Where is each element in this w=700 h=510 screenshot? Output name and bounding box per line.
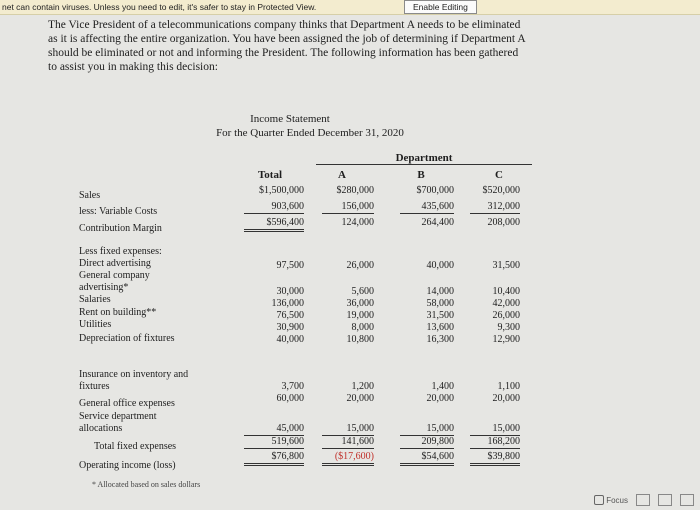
- sales-b: $700,000: [416, 185, 454, 196]
- insurance-a: 1,200: [351, 381, 374, 392]
- salaries-c: 42,000: [492, 298, 520, 309]
- enable-editing-button[interactable]: Enable Editing: [404, 0, 477, 14]
- office-total: 60,000: [276, 393, 304, 404]
- office-b: 20,000: [426, 393, 454, 404]
- service-c: 15,000: [470, 423, 520, 436]
- footnote: * Allocated based on sales dollars: [92, 480, 201, 489]
- row-less-fixed-label: Less fixed expenses:: [79, 246, 162, 257]
- read-mode-icon[interactable]: [636, 494, 650, 506]
- operating-total: $76,800: [244, 451, 304, 466]
- operating-c: $39,800: [470, 451, 520, 466]
- focus-label: Focus: [606, 495, 628, 505]
- salaries-a: 36,000: [346, 298, 374, 309]
- row-operating-label: Operating income (loss): [79, 460, 176, 471]
- row-general-label-1: General company: [79, 270, 150, 281]
- general-b: 14,000: [426, 286, 454, 297]
- status-bar: [594, 492, 694, 508]
- office-a: 20,000: [346, 393, 374, 404]
- sales-total: $1,500,000: [259, 185, 304, 196]
- variable-b: 435,600: [400, 201, 454, 214]
- focus-icon[interactable]: [594, 495, 628, 505]
- row-margin-label: Contribution Margin: [79, 223, 162, 234]
- operating-b: $54,600: [400, 451, 454, 466]
- total-fixed-a: 141,600: [322, 436, 374, 449]
- print-layout-icon[interactable]: [658, 494, 672, 506]
- col-c-header: C: [495, 169, 503, 181]
- statement-title: Income Statement: [250, 113, 330, 125]
- margin-total: $596,400: [244, 217, 304, 232]
- total-fixed-total: 519,600: [244, 436, 304, 449]
- row-total-fixed-label: Total fixed expenses: [94, 441, 177, 452]
- insurance-total: 3,700: [281, 381, 304, 392]
- row-office-label: General office expenses: [79, 398, 175, 409]
- insurance-b: 1,400: [431, 381, 454, 392]
- rent-c: 26,000: [492, 310, 520, 321]
- intro-paragraph: The Vice President of a telecommunications company thinks that Department A needs to be eliminated as it is affecting the entire organization. You have been assigned the job of determining if Department A should be eliminated or not and informing the President. The following information has been gathered to assist you in making this decision:: [48, 19, 526, 73]
- variable-c: 312,000: [470, 201, 520, 214]
- salaries-b: 58,000: [426, 298, 454, 309]
- insurance-c: 1,100: [497, 381, 520, 392]
- variable-a: 156,000: [322, 201, 374, 214]
- row-depreciation-label: Depreciation of fixtures: [79, 333, 175, 344]
- variable-total: 903,600: [244, 201, 304, 214]
- utilities-total: 30,900: [276, 322, 304, 333]
- row-insurance-label-2: fixtures: [79, 381, 110, 392]
- rent-a: 19,000: [346, 310, 374, 321]
- service-b: 15,000: [400, 423, 454, 436]
- general-total: 30,000: [276, 286, 304, 297]
- margin-a: 124,000: [341, 217, 374, 228]
- row-salaries-label: Salaries: [79, 294, 111, 305]
- sales-a: $280,000: [336, 185, 374, 196]
- protected-view-message: net can contain viruses. Unless you need to edit, it's safer to stay in Protected View.: [2, 2, 317, 12]
- total-fixed-b: 209,800: [400, 436, 454, 449]
- general-a: 5,600: [351, 286, 374, 297]
- utilities-a: 8,000: [351, 322, 374, 333]
- statement-period: For the Quarter Ended December 31, 2020: [216, 127, 404, 139]
- depreciation-total: 40,000: [276, 334, 304, 345]
- advertising-a: 26,000: [346, 260, 374, 271]
- advertising-total: 97,500: [276, 260, 304, 271]
- utilities-b: 13,600: [426, 322, 454, 333]
- margin-c: 208,000: [487, 217, 520, 228]
- row-advertising-label: Direct advertising: [79, 258, 151, 269]
- salaries-total: 136,000: [271, 298, 304, 309]
- margin-b: 264,400: [421, 217, 454, 228]
- sales-c: $520,000: [482, 185, 520, 196]
- service-a: 15,000: [322, 423, 374, 436]
- row-service-label-1: Service department: [79, 411, 157, 422]
- row-utilities-label: Utilities: [79, 319, 112, 330]
- col-total-header: Total: [257, 169, 283, 181]
- rent-total: 76,500: [276, 310, 304, 321]
- col-b-header: B: [417, 169, 425, 181]
- protected-view-bar: [0, 0, 700, 15]
- rent-b: 31,500: [426, 310, 454, 321]
- office-c: 20,000: [492, 393, 520, 404]
- general-c: 10,400: [492, 286, 520, 297]
- advertising-c: 31,500: [492, 260, 520, 271]
- depreciation-a: 10,800: [346, 334, 374, 345]
- web-layout-icon[interactable]: [680, 494, 694, 506]
- department-header: Department: [316, 152, 532, 165]
- depreciation-b: 16,300: [426, 334, 454, 345]
- total-fixed-c: 168,200: [470, 436, 520, 449]
- operating-a: ($17,600): [322, 451, 374, 466]
- row-sales-label: Sales: [79, 190, 101, 201]
- depreciation-c: 12,900: [492, 334, 520, 345]
- row-general-label-2: advertising*: [79, 282, 129, 293]
- row-rent-label: Rent on building**: [79, 307, 157, 318]
- col-a-header: A: [338, 169, 346, 181]
- utilities-c: 9,300: [497, 322, 520, 333]
- row-insurance-label-1: Insurance on inventory and: [79, 369, 189, 380]
- service-total: 45,000: [244, 423, 304, 436]
- advertising-b: 40,000: [426, 260, 454, 271]
- row-variable-label: less: Variable Costs: [79, 206, 158, 217]
- row-service-label-2: allocations: [79, 423, 123, 434]
